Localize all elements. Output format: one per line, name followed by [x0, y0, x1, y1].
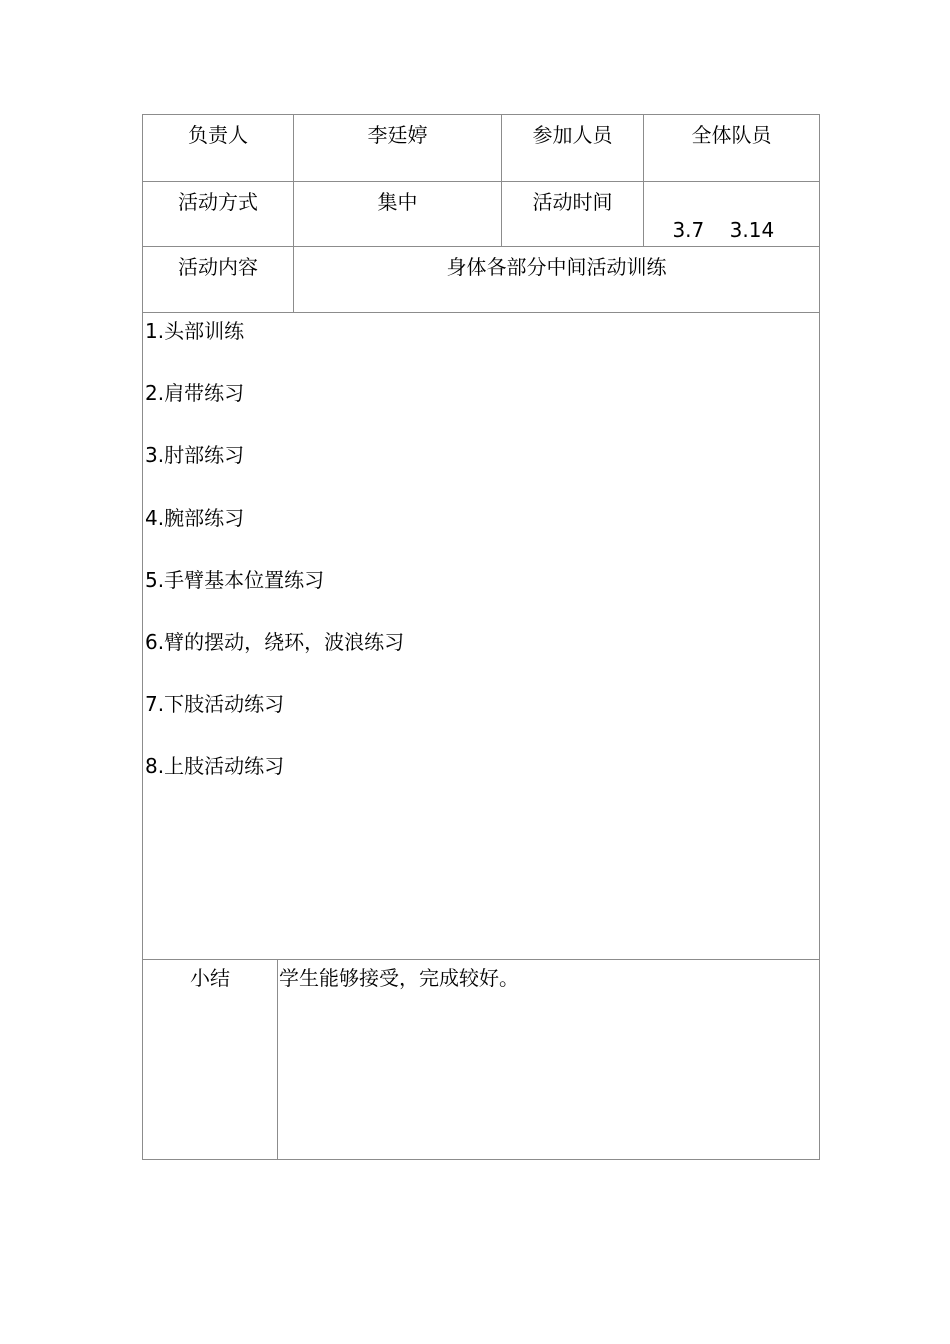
list-item: 3.肘部练习 [145, 443, 245, 468]
summary-label-cell [142, 959, 278, 1160]
content-value: 身体各部分中间活动训练 [446, 255, 667, 279]
time-label-cell [501, 181, 644, 247]
method-label: 活动方式 [178, 190, 258, 214]
content-label-cell [142, 246, 294, 313]
participants-label: 参加人员 [532, 123, 613, 147]
participants-value: 全体队员 [691, 123, 772, 147]
content-label: 活动内容 [178, 255, 258, 279]
content-value-cell [293, 246, 820, 313]
summary-text: 学生能够接受，完成较好。 [279, 966, 519, 990]
time-value-cell [643, 181, 820, 247]
time-value: 3.7 3.14 [672, 218, 775, 242]
activity-items-cell [142, 312, 820, 960]
list-item: 4.腕部练习 [145, 505, 245, 530]
participants-label-cell [501, 114, 644, 182]
list-item: 1.头部训练 [145, 319, 245, 343]
method-label-cell [142, 181, 294, 247]
summary-label: 小结 [190, 966, 230, 990]
time-label: 活动时间 [532, 190, 613, 214]
method-value-cell [293, 181, 502, 247]
summary-value-cell [277, 959, 820, 1160]
leader-value-cell [293, 114, 502, 182]
list-item: 2.肩带练习 [145, 381, 245, 406]
leader-label: 负责人 [188, 123, 248, 147]
participants-value-cell [643, 114, 820, 182]
list-item: 5.手臂基本位置练习 [145, 567, 325, 592]
leader-label-cell [142, 114, 294, 182]
list-item: 8.上肢活动练习 [145, 754, 285, 779]
method-value: 集中 [377, 190, 418, 214]
leader-value: 李廷婷 [367, 123, 428, 147]
list-item: 6.臂的摆动，绕环，波浪练习 [145, 629, 405, 654]
activity-record-table [142, 114, 820, 1160]
list-item: 7.下肢活动练习 [145, 692, 285, 717]
